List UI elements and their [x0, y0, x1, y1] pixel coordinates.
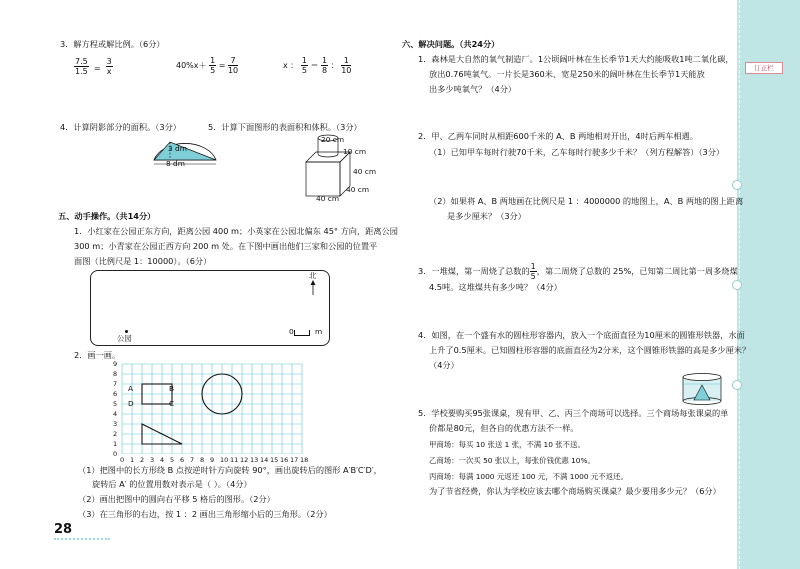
r-q4-line-2: 上升了0.5厘米。已知圆柱形容器的底面直径为2分米，这个圆锥形铁器的高是多少厘米？ [429, 345, 751, 355]
eq1-a: 7.5 [75, 57, 88, 66]
cylinder-height-label: 10 cm [343, 147, 367, 156]
correction-label: 订正栏 [745, 62, 783, 74]
r-q1-line-2: 放出0.76吨氧气。一片长是360米、宽是250米的阔叶林在生长季节1天能放 [429, 69, 705, 79]
eq3-f3d: 10 [341, 66, 352, 75]
eq3-pre: x ： [283, 61, 299, 70]
eq2-f1n: 1 [210, 56, 216, 65]
eq3-f3n: 1 [341, 56, 351, 66]
r-q2-line-2: （1）已知甲车每时行驶70千米，乙车每时行驶多少千米？（列方程解答）（3分） [429, 147, 725, 157]
x-tick-label: 12 [240, 456, 249, 464]
y-tick-label: 4 [113, 410, 118, 418]
equation-3 [283, 56, 351, 75]
x-tick-label: 4 [160, 456, 165, 464]
y-tick-label: 0 [113, 450, 118, 458]
eq3-f2d: 8 [322, 66, 328, 75]
box-depth-label: 40 cm [346, 185, 370, 194]
semicircle-base-label: 8 dm [166, 159, 185, 168]
eq3-f2n: 1 [322, 56, 328, 65]
x-tick-label: 3 [150, 456, 155, 464]
eq1-sign: = [93, 64, 101, 73]
page-number-deco [54, 538, 110, 542]
x-tick-label: 18 [300, 456, 309, 464]
semicircle-height-label: 3 dm [168, 144, 187, 153]
section-5-title: 五、动手操作。（共14分） [58, 211, 156, 221]
eq1-c: 3 [106, 57, 112, 66]
r-q5-line-1: 5．学校要购买95张课桌，现有甲、乙、丙三个商场可以选择。三个商场每张课桌的单 [418, 408, 729, 418]
q5-title: 5．计算下面图形的表面积和体积。（3分） [208, 122, 362, 132]
x-tick-label: 9 [210, 456, 215, 464]
r-q2-line-1: 2．甲、乙两车同时从相距600千米的 A、B 两地相对开出，4时后两车相遇。 [418, 131, 698, 141]
eq2-f1d: 5 [210, 66, 216, 75]
r-q4-line-1: 4．如图，在一个盛有水的圆柱形容器内，放入一个底面直径为10厘米的圆锥形铁器，水面 [418, 330, 745, 340]
x-tick-label: 8 [200, 456, 205, 464]
r-q3-fn: 1 [530, 262, 536, 271]
eq2-pre: 40%x＋ [176, 61, 207, 70]
r-q3-line-1 [418, 262, 738, 281]
x-tick-label: 2 [140, 456, 145, 464]
y-tick-label: 3 [113, 420, 118, 428]
q2-sub1-b: 旋转后 A′ 的位置用数对表示是（ ）。（4分） [92, 479, 252, 489]
r-q5-question: 为了节省经费，你认为学校应该去哪个商场购买课桌？最少要用多少元？（6分） [429, 486, 721, 496]
q3-title: 3．解方程或解比例。（6分） [60, 39, 165, 49]
q2-sub2: （2）画出把图中的圆向右平移 5 格后的图形。（2分） [78, 494, 275, 504]
scale-zero: 0 [289, 327, 294, 336]
eq3-f1d: 5 [301, 66, 307, 75]
x-tick-label: 6 [180, 456, 185, 464]
y-tick-label: 8 [113, 370, 118, 378]
equation-1 [74, 56, 113, 76]
scale-bar [294, 330, 310, 336]
x-tick-label: 10 [220, 456, 229, 464]
r-q3-a: 3．一堆煤，第一周烧了总数的 [418, 266, 530, 276]
r-q3-fd: 5 [530, 272, 536, 281]
cylinder-cone-figure [681, 372, 723, 406]
binding-hole [732, 380, 742, 390]
eq2-sign: = [218, 61, 226, 70]
r-q4-line-3: （4分） [429, 360, 459, 370]
north-arrow-icon [308, 280, 318, 296]
x-tick-label: 1 [130, 456, 135, 464]
eq2-f2d: 10 [227, 66, 239, 75]
binding-hole [732, 180, 742, 190]
x-tick-label: 0 [120, 456, 125, 464]
correction-sidebar [737, 0, 800, 569]
label-c: C [169, 399, 175, 408]
eq3-sep: ： [330, 61, 339, 70]
x-tick-label: 15 [270, 456, 279, 464]
y-tick-label: 2 [113, 430, 118, 438]
eq3-f1n: 1 [301, 56, 307, 65]
y-tick-label: 6 [113, 390, 118, 398]
y-tick-label: 9 [113, 360, 118, 368]
label-a: A [128, 384, 134, 393]
y-tick-label: 7 [113, 380, 118, 388]
equation-2 [176, 56, 238, 75]
label-d: D [128, 399, 134, 408]
r-q5-line-2: 价都是80元，但各自的优惠方法不一样。 [429, 423, 579, 433]
coordinate-grid [120, 362, 310, 454]
page-number: 28 [54, 522, 73, 537]
y-tick-label: 1 [113, 440, 118, 448]
binding-hole [732, 280, 742, 290]
box-width-label: 40 cm [316, 194, 340, 203]
r-q3-b: ，第二周烧了总数的 25%，已知第二周比第一周多烧煤 [536, 266, 738, 276]
offer-bing: 丙商场：每满 1000 元返还 100 元，不满 1000 元不返还。 [429, 472, 628, 481]
x-tick-label: 16 [280, 456, 289, 464]
section-6-title: 六、解决问题。（共24分） [402, 39, 500, 49]
q1-line-3: 面图（比例尺是 1：10000）。（6分） [74, 256, 212, 266]
q1-line-1: 1．小红家在公园正东方向，距离公园 400 m；小英家在公园北偏东 45° 方向，距离公园 [74, 226, 398, 236]
cylinder-diameter-label: 20 cm [321, 135, 345, 144]
box-height-label: 40 cm [353, 167, 377, 176]
eq2-f2n: 7 [228, 56, 238, 66]
x-tick-label: 11 [230, 456, 239, 464]
eq1-d: x [106, 67, 112, 76]
x-tick-label: 14 [260, 456, 269, 464]
r-q1-line-1: 1．森林是大自然的氧气制造厂。1公顷阔叶林在生长季节1天大约能吸收1吨二氧化碳， [418, 54, 734, 64]
park-label: 公园 [117, 334, 132, 343]
y-tick-label: 5 [113, 400, 118, 408]
r-q2-line-3: （2）如果将 A、B 两地画在比例尺是 1 ：4000000 的地图上，A、B 两地的图上距离 [429, 196, 744, 206]
offer-jia: 甲商场：每买 10 张送 1 张，不满 10 张不送。 [429, 440, 585, 449]
x-tick-label: 17 [290, 456, 299, 464]
x-tick-label: 7 [190, 456, 195, 464]
north-label: 北 [309, 271, 317, 280]
q2-sub3: （3）在三角形的右边，按 1 ：2 画出三角形缩小后的三角形。（2分） [78, 509, 332, 519]
q1-line-2: 300 m；小青家在公园正西方向 200 m 处。在下图中画出他们三家和公园的位置平 [74, 241, 378, 251]
eq1-b: 1.5 [75, 67, 88, 76]
scale-unit: m [315, 327, 323, 336]
r-q2-line-4: 是多少厘米？（3分） [447, 211, 526, 221]
r-q3-line-2: 4.5吨。这堆煤共有多少吨？（4分） [429, 282, 562, 292]
offer-yi: 乙商场：一次买 50 张以上，每张价钱优惠 10%。 [429, 456, 595, 465]
x-tick-label: 5 [170, 456, 175, 464]
x-tick-label: 13 [250, 456, 259, 464]
eq3-mid: ＝ [310, 61, 319, 70]
label-b: B [169, 384, 175, 393]
q2-title: 2．画一画。 [74, 350, 121, 360]
q2-sub1-a: （1）把图中的长方形绕 B 点按逆时针方向旋转 90°，画出旋转后的图形 A′B′C′D′， [78, 465, 382, 475]
r-q1-line-3: 出多少吨氧气？（4分） [429, 84, 517, 94]
q4-title: 4．计算阴影部分的面积。（3分） [60, 122, 181, 132]
